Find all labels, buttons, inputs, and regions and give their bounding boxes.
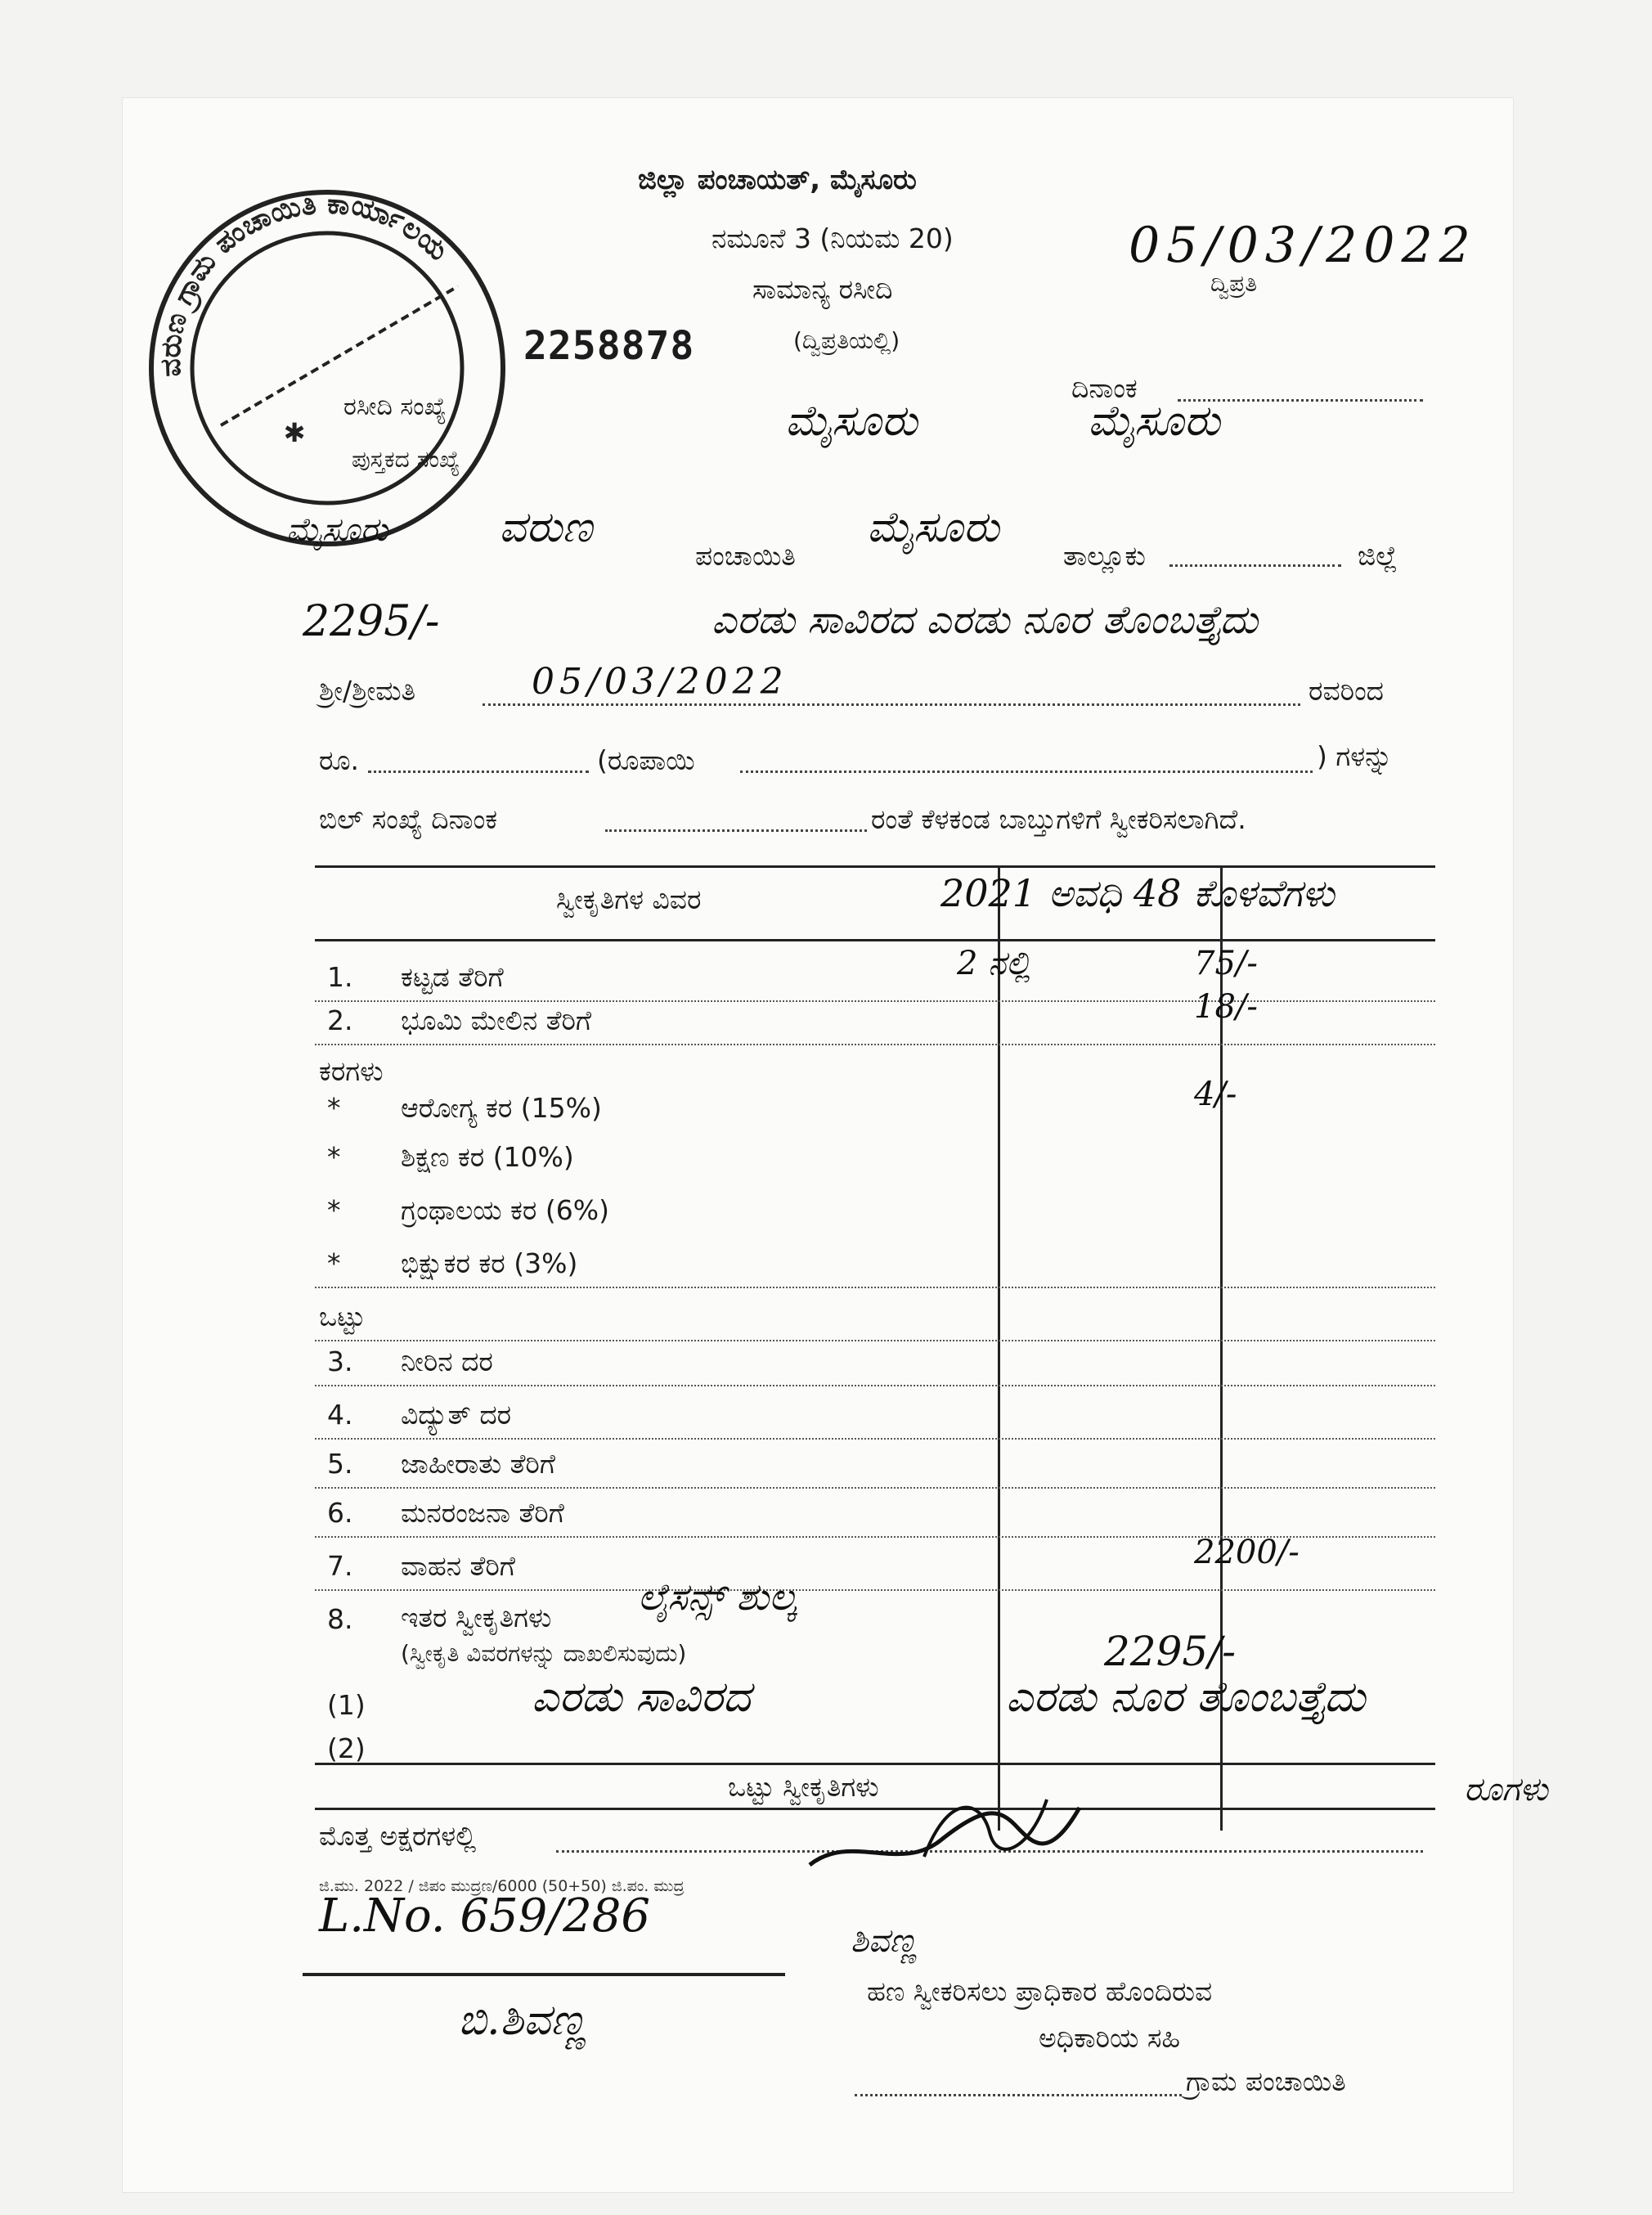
handwritten-words-2: ಎರಡು ನೂರ ತೊಂಬತ್ತೈದು	[1006, 1673, 1366, 1722]
table-row-number: 1.	[327, 961, 353, 993]
receipt-number: 2258878	[523, 323, 695, 369]
table-row-label: ಭೂಮಿ ಮೇಲಿನ ತೆರಿಗೆ	[401, 1004, 592, 1036]
bill-label: ಬಿಲ್ ಸಂಖ್ಯೆ ದಿನಾಂಕ	[319, 803, 498, 835]
handwritten-signature-text: ಶಿವಣ್ಣ	[851, 1922, 918, 1960]
district-label: ಜಿಲ್ಲೆ	[1358, 540, 1398, 572]
table-row-number: 2.	[327, 1004, 353, 1036]
payer-suffix: ರವರಿಂದ	[1309, 675, 1385, 707]
handwritten-taluk: ಮೈಸೂರು	[867, 503, 999, 552]
handwritten-place: ಮೈಸೂರು	[785, 397, 918, 446]
svg-text:ವರುಣ ಗ್ರಾಮ ಪಂಚಾಯಿತಿ ಕಾರ್ಯಾಲಯ: ವರುಣ ಗ್ರಾಮ ಪಂಚಾಯಿತಿ ಕಾರ್ಯಾಲಯ	[154, 187, 455, 378]
table-row-number: 7.	[327, 1550, 353, 1582]
table-row-handwritten-amount: 18/-	[1194, 988, 1258, 1026]
table-row-rule	[315, 1589, 1435, 1591]
handwritten-name: ಬಿ.ಶಿವಣ್ಣ	[458, 1996, 587, 2045]
rupees-mid: (ರೂಪಾಯಿ	[597, 744, 695, 776]
table-row-label: ಕರಗಳು	[319, 1055, 384, 1087]
table-row-handwritten-amount: 4/-	[1194, 1076, 1237, 1113]
subtotal-rule	[315, 1763, 1435, 1765]
handwritten-words-1: ಎರಡು ಸಾವಿರದ	[532, 1673, 751, 1722]
handwritten-amount: 2295/-	[303, 597, 440, 646]
table-row-number: 4.	[327, 1399, 353, 1431]
table-row-rule	[315, 1287, 1435, 1288]
panchayat-label: ಪಂಚಾಯಿತಿ	[695, 540, 796, 572]
handwritten-date: 05/03/2022	[1129, 217, 1477, 274]
bill-dotted-line	[605, 829, 867, 832]
table-row-number: 5.	[327, 1448, 353, 1480]
table-row-label: ಭಿಕ್ಷುಕರ ಕರ (3%)	[401, 1247, 578, 1279]
sub-item-1: (1)	[327, 1689, 366, 1721]
table-row-rule	[315, 1044, 1435, 1045]
rupees-dotted-line	[368, 771, 589, 773]
row8-subnote: (ಸ್ವೀಕೃತಿ ವಿವರಗಳನ್ನು ದಾಖಲಿಸುವುದು)	[401, 1640, 687, 1667]
table-row-rule	[315, 1340, 1435, 1341]
handwritten-place-2: ಮೈಸೂರು	[1088, 397, 1220, 446]
date-label: ದಿನಾಂಕ	[1071, 372, 1138, 404]
table-row-label: ಒಟ್ಟು	[319, 1301, 366, 1332]
row8-label: ಇತರ ಸ್ವೀಕೃತಿಗಳು	[401, 1602, 552, 1633]
table-row-number: 6.	[327, 1497, 353, 1529]
taluk-label: ತಾಲ್ಲೂಕು	[1063, 540, 1146, 572]
handwritten-village: ವರುಣ	[499, 503, 593, 552]
svg-text:✱: ✱	[283, 417, 306, 448]
handwritten-district: ಮೈಸೂರು	[286, 511, 388, 549]
payer-label: ಶ್ರೀ/ಶ್ರೀಮತಿ	[319, 675, 416, 707]
payer-handwritten: 05/03/2022	[532, 661, 788, 703]
row8-handwritten: ಲೈಸನ್ಸ್ ಶುಲ್ಕ	[638, 1575, 797, 1619]
table-row-number: 3.	[327, 1346, 353, 1377]
table-row-number: *	[327, 1141, 341, 1173]
table-header-rule	[315, 939, 1435, 941]
table-row-rule	[315, 1000, 1435, 1002]
printer-line: ಜಿ.ಮು. 2022 / ಜಿಪಂ ಮುದ್ರಣ/6000 (50+50) ಜಿ.ಪಂ. ಮುದ್ರ	[319, 1877, 685, 1895]
handwritten-total: 2295/-	[1104, 1628, 1236, 1675]
left-signature-rule	[303, 1973, 785, 1976]
table-row-handwritten-note: 2 ನಲ್ಲಿ	[957, 945, 1031, 982]
copy-note: (ದ್ವಿಪ್ರತಿಯಲ್ಲಿ)	[793, 327, 900, 354]
table-row-number: *	[327, 1194, 341, 1226]
handwritten-rupees: ರೂಗಳು	[1464, 1771, 1548, 1808]
table-row-handwritten-amount: 75/-	[1194, 945, 1258, 982]
table-row-label: ಆರೋಗ್ಯ ಕರ (15%)	[401, 1092, 602, 1124]
handwritten-amount-words: ಎರಡು ಸಾವಿರದ ಎರಡು ನೂರ ತೊಂಬತ್ತೈದು	[712, 597, 1259, 643]
authority-line-3: ಗ್ರಾಮ ಪಂಚಾಯಿತಿ	[1186, 2065, 1346, 2097]
table-row-label: ಶಿಕ್ಷಣ ಕರ (10%)	[401, 1141, 574, 1173]
table-row-label: ಜಾಹೀರಾತು ತೆರಿಗೆ	[401, 1448, 555, 1480]
authority-line-1: ಹಣ ಸ್ವೀಕರಿಸಲು ಪ್ರಾಧಿಕಾರ ಹೊಂದಿರುವ	[867, 1975, 1213, 2007]
table-row-number: *	[327, 1092, 341, 1124]
signature-scribble-icon	[801, 1775, 1096, 1889]
total-receipts-label: ಒಟ್ಟು ಸ್ವೀಕೃತಿಗಳು	[728, 1771, 879, 1803]
table-row-label: ಮನರಂಜನಾ ತೆರಿಗೆ	[401, 1497, 564, 1529]
rupees-label: ರೂ.	[319, 744, 360, 776]
form-number: ನಮೂನೆ 3 (ನಿಯಮ 20)	[712, 222, 954, 254]
seal-inner-book-no: ಪುಸ್ತಕದ ಸಂಖ್ಯೆ	[352, 446, 460, 473]
rupees-suffix: ) ಗಳನ್ನು	[1317, 740, 1393, 772]
rupees-words-dotted-line	[740, 771, 1313, 773]
table-row-label: ಕಟ್ಟಡ ತೆರಿಗೆ	[401, 961, 504, 993]
bill-suffix: ರಂತೆ ಕೆಳಕಂಡ ಬಾಬ್ತುಗಳಿಗೆ ಸ್ವೀಕರಿಸಲಾಗಿದೆ.	[871, 803, 1246, 835]
table-col-divider-1	[998, 865, 1000, 1831]
district-dotted-line	[1169, 564, 1341, 567]
table-row-number: *	[327, 1247, 341, 1279]
table-row-rule	[315, 1438, 1435, 1440]
table-top-rule	[315, 865, 1435, 868]
payer-dotted-line	[483, 703, 1300, 706]
table-row-rule	[315, 1487, 1435, 1489]
table-column-header: ಸ್ವೀಕೃತಿಗಳ ವಿವರ	[556, 883, 702, 915]
sub-item-2: (2)	[327, 1732, 366, 1764]
table-row-handwritten-amount: 2200/-	[1194, 1534, 1300, 1571]
amount-in-words-label: ಮೊತ್ತ ಅಕ್ಷರಗಳಲ್ಲಿ	[319, 1820, 477, 1852]
table-row-label: ನೀರಿನ ದರ	[401, 1346, 493, 1377]
table-row-rule	[315, 1385, 1435, 1386]
receipt-type: ಸಾಮಾನ್ಯ ರಸೀದಿ	[752, 273, 893, 305]
row8-number: 8.	[327, 1603, 353, 1635]
panchayat-dotted-line	[855, 2094, 1182, 2096]
handwritten-licence-no: L.No. 659/286	[319, 1889, 650, 1943]
table-row-label: ವಾಹನ ತೆರಿಗೆ	[401, 1550, 515, 1582]
office-title: ಜಿಲ್ಲಾ ಪಂಚಾಯತ್, ಮೈಸೂರು	[638, 164, 917, 196]
duplicate-mark: ದ್ವಿಪ್ರತಿ	[1210, 270, 1258, 297]
authority-line-2: ಅಧಿಕಾರಿಯ ಸಹಿ	[1039, 2022, 1181, 2054]
table-row-label: ಗ್ರಂಥಾಲಯ ಕರ (6%)	[401, 1194, 609, 1226]
handwritten-column-header: 2021 ಅವಧಿ 48 ಕೊಳವೆಗಳು	[940, 871, 1335, 915]
table-row-label: ವಿದ್ಯುತ್ ದರ	[401, 1399, 512, 1431]
seal-inner-receipt-no: ರಸೀದಿ ಸಂಖ್ಯೆ	[343, 393, 447, 421]
